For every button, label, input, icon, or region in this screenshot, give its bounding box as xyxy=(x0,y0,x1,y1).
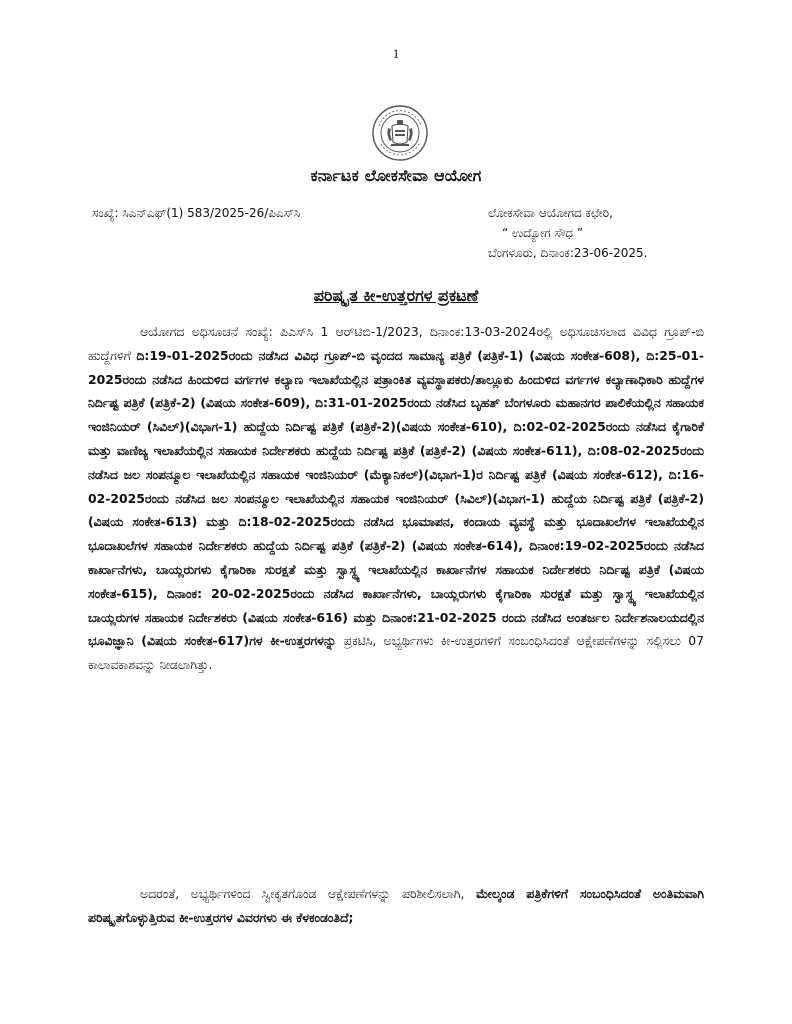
paragraph-1-intro: ಆಯೋಗದ ಅಧಿಸೂಚನೆ ಸಂಖ್ಯೆ: ಪಿಎಸ್‌ಸಿ 1 ಆರ್‌ಟಿಬಿ-1/2023, ದಿನಾಂಕ:13-03-2024ರಲ್ಲಿ ಅಧಿಸೂಚಿಸಲಾದ ವಿವಿಧ ಗ್ರೂಪ್-ಬಿ ಹುದ್ದೆಗಳಿಗೆ xyxy=(88,324,704,363)
paragraph-1-closing: ಪ್ರಕಟಿಸಿ, ಅಭ್ಯರ್ಥಿಗಳು ಕೀ-ಉತ್ತರಗಳಿಗೆ ಸಂಬಂಧಿಸಿದಂತೆ ಆಕ್ಷೇಪಣೆಗಳನ್ನು ಸಲ್ಲಿಸಲು 07 ಕಾಲಾವಕಾಶವನ್ನು ನೀಡಲಾಗಿತ್ತು. xyxy=(88,633,705,673)
address-line-3-date: ಬೆಂಗಳೂರು, ದಿನಾಂಕ:23-06-2025. xyxy=(488,246,648,260)
paragraph-1-exam-list: ದಿ:19-01-2025ರಂದು ನಡೆಸಿದ ವಿವಿಧ ಗ್ರೂಪ್-ಬಿ ವೃಂದದ ಸಾಮಾನ್ಯ ಪತ್ರಿಕೆ (ಪತ್ರಿಕೆ-1) (ವಿಷಯ ಸಂಕೇತ-608), ದಿ:25-01-2025ರಂದು ನಡೆಸಿದ ಹಿಂದುಳಿದ ವರ್ಗಗಳ ಕಲ್ಯಾಣ ಇಲಾಖೆಯಲ್ಲಿನ ಪತ್ರಾಂಕಿತ ವ್ಯವಸ್ಥಾಪಕರು/ತಾಲ್ಲೂಕು ಹಿಂದುಳಿದ ವರ್ಗಗಳ ಕಲ್ಯಾಣಾಧಿಕಾರಿ ಹುದ್ದೆಗಳ ನಿರ್ದಿಷ್ಟ ಪತ್ರಿಕೆ (ಪತ್ರಿಕೆ-2) (ವಿಷಯ ಸಂಕೇತ-609), ದಿ:31-01-2025ರಂದು ನಡೆಸಿದ ಬೃಹತ್ ಬೆಂಗಳೂರು ಮಹಾನಗರ ಪಾಲಿಕೆಯಲ್ಲಿನ ಸಹಾಯಕ ಇಂಜಿನಿಯರ್ (ಸಿವಿಲ್)(ವಿಭಾಗ-1) ಹುದ್ದೆಯ ನಿರ್ದಿಷ್ಟ ಪತ್ರಿಕೆ (ಪತ್ರಿಕೆ-2)(ವಿಷಯ ಸಂಕೇತ-610), ದಿ:02-02-2025ರಂದು ನಡೆಸಿದ ಕೈಗಾರಿಕೆ ಮತ್ತು ವಾಣಿಜ್ಯ ಇಲಾಖೆಯಲ್ಲಿನ ಸಹಾಯಕ ನಿರ್ದೇಶಕರು ಹುದ್ದೆಯ ನಿರ್ದಿಷ್ಟ ಪತ್ರಿಕೆ (ಪತ್ರಿಕೆ-2) (ವಿಷಯ ಸಂಕೇತ-611), ದಿ:08-02-2025ರಂದು ನಡೆಸಿದ ಜಲ ಸಂಪನ್ಮೂಲ ಇಲಾಖೆಯಲ್ಲಿನ ಸಹಾಯಕ ಇಂಜಿನಿಯರ್ (ಮೆಕ್ಯಾನಿಕಲ್)(ವಿಭಾಗ-1)ರ ನಿರ್ದಿಷ್ಟ ಪತ್ರಿಕೆ (ವಿಷಯ ಸಂಕೇತ-612), ದಿ:16-02-2025ರಂದು ನಡೆಸಿದ ಜಲ ಸಂಪನ್ಮೂಲ ಇಲಾಖೆಯಲ್ಲಿನ ಸಹಾಯಕ ಇಂಜಿನಿಯರ್ (ಸಿವಿಲ್)(ವಿಭಾಗ-1) ಹುದ್ದೆಯ ನಿರ್ದಿಷ್ಟ ಪತ್ರಿಕೆ (ಪತ್ರಿಕೆ-2) (ವಿಷಯ ಸಂಕೇತ-613) ಮತ್ತು ದಿ:18-02-2025ರಂದು ನಡೆಸಿದ ಭೂಮಾಪನ, ಕಂದಾಯ ವ್ಯವಸ್ಥೆ ಮತ್ತು ಭೂದಾಖಲೆಗಳ ಇಲಾಖೆಯಲ್ಲಿನ ಭೂದಾಖಲೆಗಳ ಸಹಾಯಕ ನಿರ್ದೇಶಕರು ಹುದ್ದೆಯ ನಿರ್ದಿಷ್ಟ ಪತ್ರಿಕೆ (ಪತ್ರಿಕೆ-2) (ವಿಷಯ ಸಂಕೇತ-614), ದಿನಾಂಕ:19-02-2025ರಂದು ನಡೆಸಿದ ಕಾರ್ಖಾನೆಗಳು, ಬಾಯ್ಲರುಗಳು ಕೈಗಾರಿಕಾ ಸುರಕ್ಷತೆ ಮತ್ತು ಸ್ವಾಸ್ಥ್ಯ ಇಲಾಖೆಯಲ್ಲಿನ ಕಾರ್ಖಾನೆಗಳ ಸಹಾಯಕ ನಿರ್ದೇಶಕರು ನಿರ್ದಿಷ್ಟ ಪತ್ರಿಕೆ (ವಿಷಯ ಸಂಕೇತ-615), ದಿನಾಂಕ: 20-02-2025ರಂದು ನಡೆಸಿದ ಕಾರ್ಖಾನೆಗಳು, ಬಾಯ್ಲರುಗಳು ಕೈಗಾರಿಕಾ ಸುರಕ್ಷತೆ ಮತ್ತು ಸ್ವಾಸ್ಥ್ಯ ಇಲಾಖೆಯಲ್ಲಿನ ಬಾಯ್ಲರುಗಳ ಸಹಾಯಕ ನಿರ್ದೇಶಕರು (ವಿಷಯ ಸಂಕೇತ-616) ಮತ್ತು ದಿನಾಂಕ:21-02-2025 ರಂದು ನಡೆಸಿದ ಅಂತರ್ಜಲ ನಿರ್ದೇಶನಾಲಯದಲ್ಲಿನ ಭೂವಿಜ್ಞಾನಿ (ವಿಷಯ ಸಂಕೇತ-617)ಗಳ ಕೀ-ಉತ್ತರಗಳನ್ನು xyxy=(88,347,704,649)
address-line-2: “ ಉದ್ಯೋಗ ಸೌಧ ” xyxy=(502,226,584,240)
karnataka-govt-emblem-icon xyxy=(371,104,429,162)
organization-name: ಕರ್ನಾಟಕ ಲೋಕಸೇವಾ ಆಯೋಗ xyxy=(310,166,482,185)
body-paragraph-2 xyxy=(88,882,704,930)
page-number: 1 xyxy=(392,46,400,61)
body-paragraph-1 xyxy=(88,320,704,677)
notice-heading: ಪರಿಷ್ಕೃತ ಕೀ-ಉತ್ತರಗಳ ಪ್ರಕಟಣೆ xyxy=(313,286,479,305)
office-address xyxy=(488,203,647,263)
address-line-1: ಲೋಕಸೇವಾ ಆಯೋಗದ ಕಛೇರಿ, xyxy=(488,206,613,220)
paragraph-2-conclusion: ಮೇಲ್ಕಂಡ ಪತ್ರಿಕೆಗಳಿಗೆ ಸಂಬಂಧಿಸಿದಂತೆ ಅಂತಿಮವಾಗಿ ಪರಿಷ್ಕೃತಗೊಳ್ಳುತ್ತಿರುವ ಕೀ-ಉತ್ತರಗಳ ವಿವರಗಳು ಈ ಕೆಳಕಂಡಂತಿದೆ; xyxy=(88,886,704,925)
paragraph-2-intro: ಅದರಂತೆ, ಅಭ್ಯರ್ಥಿಗಳಿಂದ ಸ್ವೀಕೃತಗೊಂಡ ಆಕ್ಷೇಪಣೆಗಳನ್ನು ಪರಿಶೀಲಿಸಲಾಗಿ, xyxy=(140,886,476,901)
reference-number: ಸಂಖ್ಯೆ: ಸಿಎನ್‌ಎಫ್(1) 583/2025-26/ಪಿಎಸ್‌ಸಿ xyxy=(92,206,301,220)
